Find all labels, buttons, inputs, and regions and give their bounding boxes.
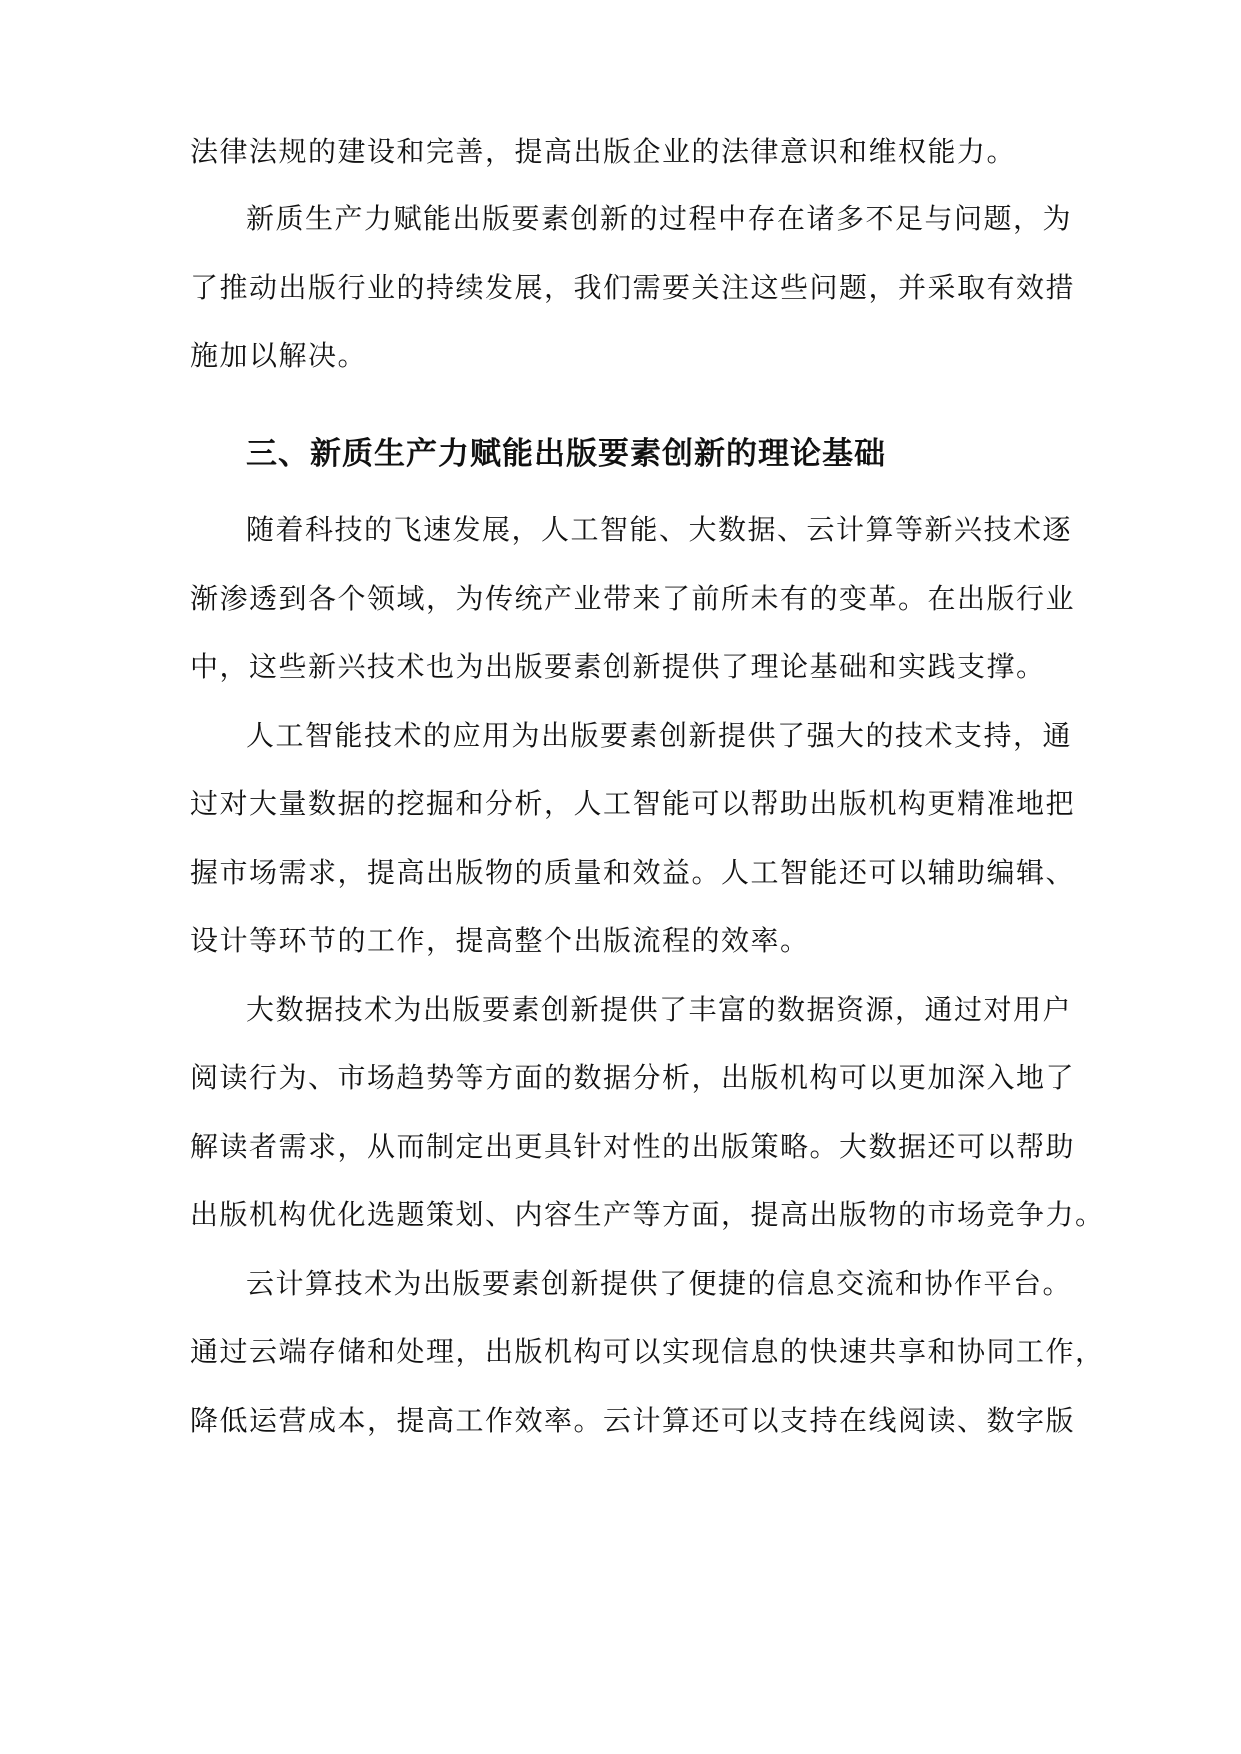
paragraph-line: 施加以解决。	[190, 339, 368, 372]
paragraph-line: 过对大量数据的挖掘和分析，人工智能可以帮助出版机构更精准地把	[190, 787, 1076, 820]
paragraph-line: 大数据技术为出版要素创新提供了丰富的数据资源，通过对用户	[246, 993, 1073, 1026]
paragraph-line: 出版机构优化选题策划、内容生产等方面，提高出版物的市场竞争力。	[190, 1198, 1105, 1231]
paragraph-line: 渐渗透到各个领域，为传统产业带来了前所未有的变革。在出版行业	[190, 582, 1076, 615]
paragraph-line: 随着科技的飞速发展，人工智能、大数据、云计算等新兴技术逐	[246, 513, 1073, 546]
paragraph-line: 降低运营成本，提高工作效率。云计算还可以支持在线阅读、数字版	[190, 1404, 1076, 1437]
paragraph-line: 法律法规的建设和完善，提高出版企业的法律意识和维权能力。	[190, 135, 1017, 168]
paragraph-line: 通过云端存储和处理，出版机构可以实现信息的快速共享和协同工作，	[190, 1335, 1105, 1368]
paragraph-line: 中，这些新兴技术也为出版要素创新提供了理论基础和实践支撑。	[190, 650, 1046, 683]
paragraph-line: 人工智能技术的应用为出版要素创新提供了强大的技术支持，通	[246, 719, 1073, 752]
paragraph-line: 解读者需求，从而制定出更具针对性的出版策略。大数据还可以帮助	[190, 1130, 1076, 1163]
paragraph-line: 阅读行为、市场趋势等方面的数据分析，出版机构可以更加深入地了	[190, 1061, 1076, 1094]
paragraph-line: 云计算技术为出版要素创新提供了便捷的信息交流和协作平台。	[246, 1267, 1073, 1300]
paragraph-line: 新质生产力赋能出版要素创新的过程中存在诸多不足与问题，为	[246, 202, 1073, 235]
paragraph-line: 握市场需求，提高出版物的质量和效益。人工智能还可以辅助编辑、	[190, 856, 1076, 889]
section-heading: 三、新质生产力赋能出版要素创新的理论基础	[246, 436, 886, 472]
paragraph-line: 设计等环节的工作，提高整个出版流程的效率。	[190, 924, 810, 957]
paragraph-line: 了推动出版行业的持续发展，我们需要关注这些问题，并采取有效措	[190, 271, 1076, 304]
